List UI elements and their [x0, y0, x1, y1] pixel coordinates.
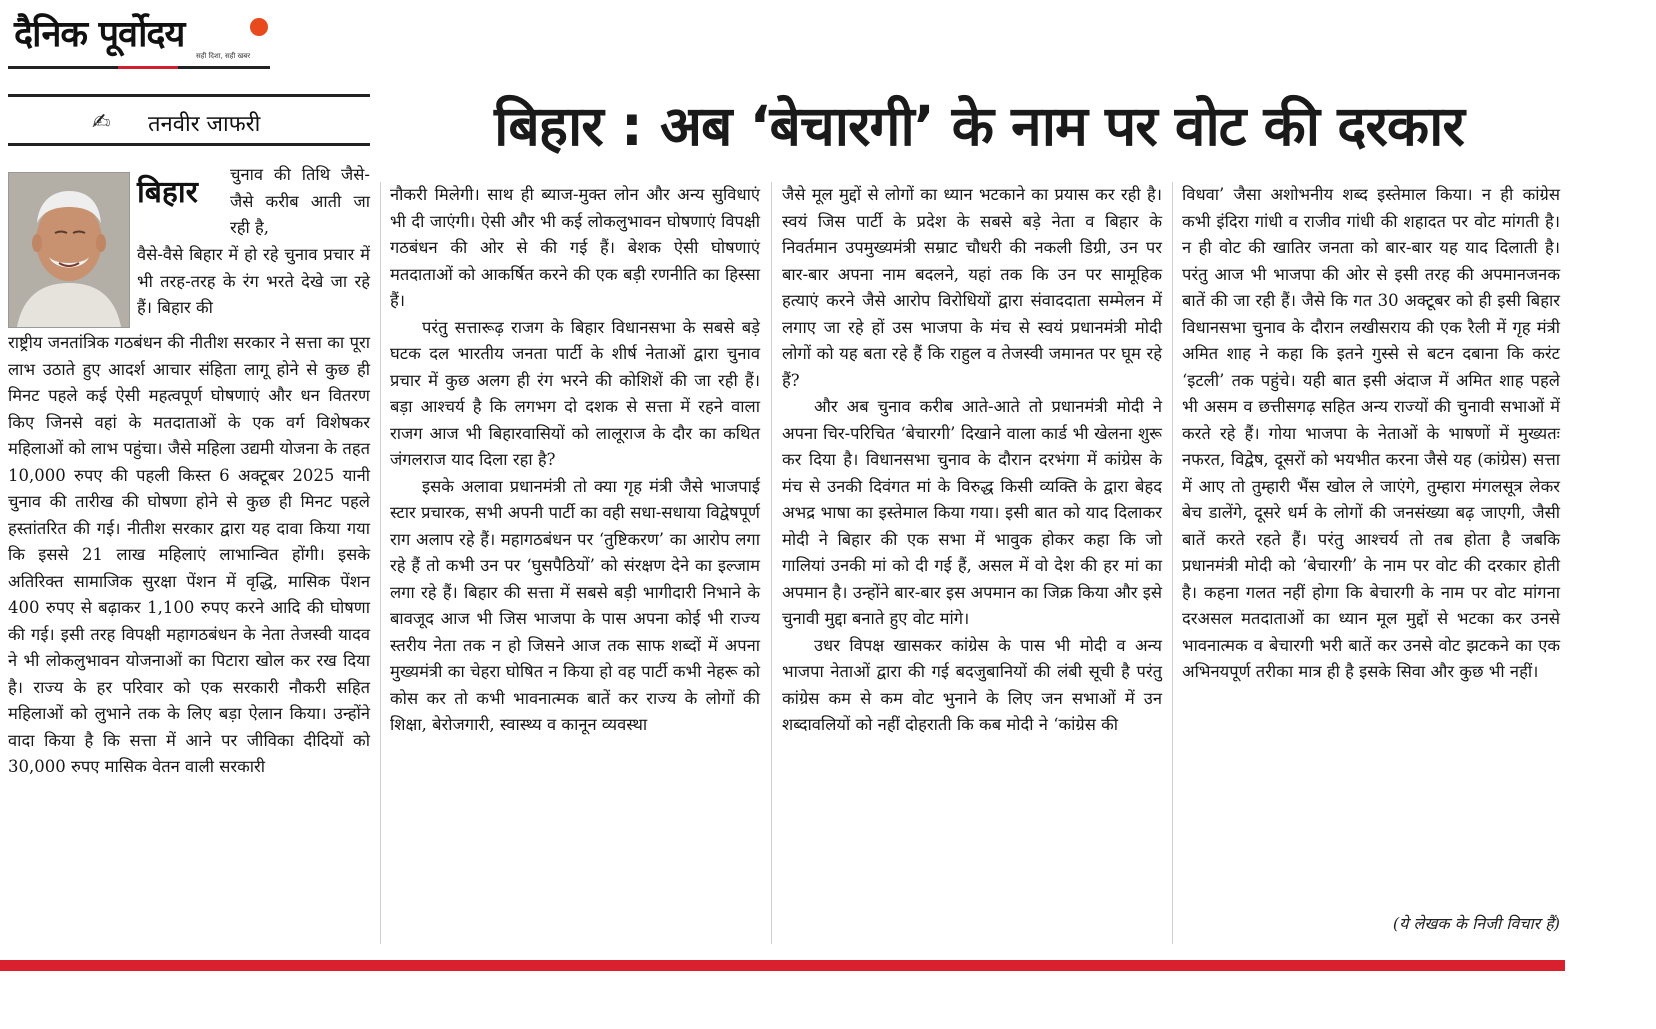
paragraph: और अब चुनाव करीब आते-आते तो प्रधानमंत्री मोदी ने अपना चिर-परिचित ‘बेचारगी’ दिखाने वाला कार्ड भी खेलना शुरू कर दिया है। विधानसभा चुनाव के दौरान दरभंगा में कांग्रेस के मंच से उनकी दिवंगत मां के विरुद्ध किसी व्यक्ति के द्वारा बेहद अभद्र भाषा का इस्तेमाल किया गया। इसी बात को याद दिलाकर मोदी ने बिहार की एक सभा में भावुक होकर कहा कि जो गालियां उनकी मां को दी गई हैं, असल में वो देश की हर मां का अपमान है। उन्होंने बार-बार इस अपमान का जिक्र किया और इसे चुनावी मुद्दा बनाते हुए वोट मांगे। — [782, 397, 1162, 628]
dropcap-word: बिहार — [137, 175, 198, 210]
paragraph: परंतु सत्तारूढ़ राजग के बिहार विधानसभा के सबसे बड़े घटक दल भारतीय जनता पार्टी के शीर्ष नेताओं द्वारा चुनाव प्रचार में कुछ अलग ही रंग भरने की कोशिशें की जा रही हैं। बड़ा आश्चर्य है कि लगभग दो दशक से सत्ता में रहने वाला राजग आज भी बिहारवासियों को लालूराज के दौर का कथित जंगलराज याद दिला रहा है? — [390, 317, 760, 469]
paragraph: राष्ट्रीय जनतांत्रिक गठबंधन की नीतीश सरकार ने सत्ता का पूरा लाभ उठाते हुए आदर्श आचार संहिता लागू होने से कुछ ही मिनट पहले कई ऐसी महत्वपूर्ण घोषणाएं और धन वितरण किए जिनसे वहां के मतदाताओं के एक वर्ग विशेषकर महिलाओं को लाभ पहुंचा। जैसे महिला उद्यमी योजना के तहत 10,000 रुपए की पहली किस्त 6 अक्टूबर 2025 यानी चुनाव की तारीख की घोषणा होने से कुछ ही मिनट पहले हस्तांतरित की गई। नीतीश सरकार द्वारा यह दावा किया गया कि इससे 21 लाख महिलाएं लाभान्वित होंगी। इसके अतिरिक्त सामाजिक सुरक्षा पेंशन में वृद्धि, मासिक पेंशन 400 रुपए से बढ़ाकर 1,100 रुपए करने आदि की घोषणा की गई। इसी तरह विपक्षी महागठबंधन के नेता तेजस्वी यादव ने भी लोकलुभावन योजनाओं का पिटारा खोल कर रख दिया है। राज्य के हर परिवार को एक सरकारी नौकरी सहित महिलाओं को लुभाने तक के लिए बड़ा ऐलान किया। उन्होंने वादा किया है कि सत्ता में आने पर जीविका दीदियों को 30,000 रुपए मासिक वेतन वाली सरकारी — [8, 333, 370, 776]
author-disclaimer: (ये लेखक के निजी विचार हैं) — [1392, 914, 1560, 933]
page-bottom-bar — [0, 960, 1565, 971]
paragraph: नौकरी मिलेगी। साथ ही ब्याज-मुक्त लोन और अन्य सुविधाएं भी दी जाएंगी। ऐसी और भी कई लोकलुभावन घोषणाएं विपक्षी गठबंधन की ओर से की गई हैं। बेशक ऐसी घोषणाएं मतदाताओं को आकर्षित करने की एक बड़ी रणनीति का हिस्सा हैं। — [390, 185, 760, 310]
column-divider — [380, 182, 381, 944]
paragraph: जैसे मूल मुद्दों से लोगों का ध्यान भटकाने का प्रयास कर रही है। स्वयं जिस पार्टी के प्रदेश के सबसे बड़े नेता व बिहार के निवर्तमान उपमुख्यमंत्री सम्राट चौधरी की नकली डिग्री, उन पर बार-बार अपना नाम बदलने, यहां तक कि उन पर सामूहिक हत्याएं करने जैसे आरोप विरोधियों द्वारा संवाददाता सम्मेलन में लगाए जा रहे हों उस भाजपा के मंच से स्वयं प्रधानमंत्री मोदी लोगों को यह बता रहे हैं कि राहुल व तेजस्वी जमानत पर घूम रहे हैं? — [782, 185, 1162, 390]
newspaper-tagline: सही दिशा, सही खबर — [196, 52, 251, 60]
pen-icon: ✍ — [92, 110, 111, 135]
paragraph: चुनाव की तिथि जैसे-जैसे करीब आती जा रही है, — [230, 165, 370, 237]
paragraph: इसके अलावा प्रधानमंत्री तो क्या गृह मंत्री जैसे भाजपाई स्टार प्रचारक, सभी अपनी पार्टी का वही सधा-सधाया विद्वेषपूर्ण राग अलाप रहे हैं। महागठबंधन पर ‘तुष्टिकरण’ का आरोप लगा रहे हैं तो कभी उन पर ‘घुसपैठियों’ को संरक्षण देने का इल्जाम लगा रहे हैं। बिहार की सत्ता में सबसे बड़ी भागीदारी निभाने के बावजूद आज भी जिस भाजपा के पास अपना कोई भी राज्य स्तरीय नेता तक न हो जिसने आज तक साफ शब्दों में अपना मुख्यमंत्री का चेहरा घोषित न किया हो वह पार्टी कभी नेहरू को कोस कर तो कभी भावनात्मक बातें कर राज्य के लोगों की शिक्षा, बेरोजगारी, स्वास्थ्य व कानून व्यवस्था — [390, 476, 760, 734]
author-portrait — [8, 172, 130, 328]
masthead-red-accent — [118, 66, 178, 69]
article-column-3 — [782, 182, 1162, 952]
paragraph: वैसे-वैसे बिहार में हो रहे चुनाव प्रचार में भी तरह-तरह के रंग भरते देखे जा रहे हैं। बिहार की — [137, 245, 370, 317]
article-column-1-mid — [137, 242, 370, 330]
column-divider — [771, 182, 772, 944]
paragraph: उधर विपक्ष खासकर कांग्रेस के पास भी मोदी व अन्य भाजपा नेताओं द्वारा की गई बदजुबानियों की लंबी सूची है परंतु कांग्रेस कम से कम वोट भुनाने के लिए जन सभाओं में उन शब्दावलियों को नहीं दोहराती कि कब मोदी ने ‘कांग्रेस की — [782, 635, 1162, 734]
article-column-1 — [8, 330, 370, 950]
masthead — [8, 6, 270, 68]
column-divider — [1172, 182, 1173, 944]
logo-sun-dot — [250, 18, 268, 36]
author-name: तनवीर जाफरी — [148, 112, 261, 137]
paragraph: विधवा’ जैसा अशोभनीय शब्द इस्तेमाल किया। न ही कांग्रेस कभी इंदिरा गांधी व राजीव गांधी की शहादत पर वोट मांगती है। न ही वोट की खातिर जनता को बार-बार यह याद दिलाती है। परंतु आज भी भाजपा की ओर से इसी तरह की अपमानजनक बातें की जा रही हैं। जैसे कि गत 30 अक्टूबर को ही इसी बिहार विधानसभा चुनाव के दौरान लखीसराय की एक रैली में गृह मंत्री अमित शाह ने कहा कि इतने गुस्से से बटन दबाना कि करंट ‘इटली’ तक पहुंचे। यही बात इसी अंदाज में अमित शाह पहले भी असम व छत्तीसगढ़ सहित अन्य राज्यों की चुनावी सभाओं में करते रहे हैं। गोया भाजपा के नेताओं के भाषणों में मुख्यतः नफरत, विद्वेष, दूसरों को भयभीत करना जैसे यह (कांग्रेस) सत्ता में आए तो तुम्हारी भैंस खोल ले जाएंगे, तुम्हारा मंगलसूत्र लेकर बेच डालेंगे, दूसरे धर्म के लोगों की जनसंख्या बढ़ जाएगी, जैसी बातें करते रहते हैं। परंतु आश्चर्य तो तब होता है जबकि प्रधानमंत्री मोदी को ‘बेचारगी’ के नाम पर वोट की दरकार होती है। कहना गलत नहीं होगा कि बेचारगी के नाम पर वोट मांगना दरअसल मतदाताओं का ध्यान मूल मुद्दों से भटका कर उनसे भावनात्मक व बेचारगी भरी बातें कर उनसे वोट झटकने का एक अभिनयपूर्ण तरीका मात्र ही है इसके सिवा और कुछ भी नहीं। — [1182, 185, 1560, 681]
article-headline: बिहार : अब ‘बेचारगी’ के नाम पर वोट की दरकार — [494, 94, 1464, 158]
article-column-4 — [1182, 182, 1560, 952]
author-byline — [8, 94, 370, 146]
article-column-1-top — [230, 162, 370, 244]
article-column-2 — [390, 182, 760, 952]
newspaper-logo-title: दैनिक पूर्वोदय — [14, 14, 185, 55]
